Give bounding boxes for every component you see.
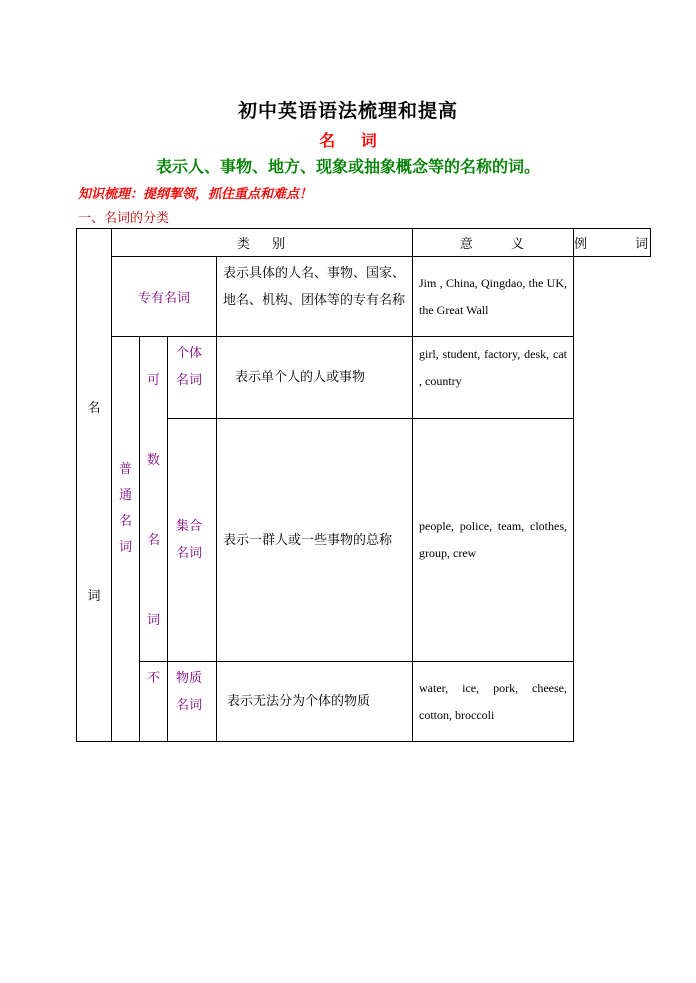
proper-noun-examples: Jim , China, Qingdao, the UK, the Great Wall [413, 257, 574, 337]
outer-label-top: 名 [87, 401, 101, 416]
proper-noun-label: 专有名词 [112, 257, 217, 337]
uncountable-label: 不 [146, 671, 160, 686]
noun-classification-table [76, 228, 651, 742]
header-category: 类 别 [112, 229, 413, 257]
proper-noun-meaning: 表示具体的人名、事物、国家、地名、机构、团体等的专有名称 [217, 257, 413, 337]
header-meaning: 意 义 [413, 229, 574, 257]
header-examples: 例 词 [574, 229, 651, 257]
collective-noun-examples: people, police, team, clothes, group, crew [413, 419, 574, 662]
collective-noun-label: 集合名词 [168, 419, 217, 662]
individual-noun-meaning-text: 表示单个人的人或事物 [235, 370, 366, 385]
material-noun-examples: water, ice, pork, cheese, cotton, broccoli [413, 662, 574, 742]
individual-noun-examples: girl, student, factory, desk, cat , country [413, 337, 574, 419]
common-noun-label: 普通名词 [118, 462, 132, 555]
material-noun-meaning [217, 662, 413, 742]
material-noun-label: 物质名词 [168, 662, 217, 742]
individual-noun-label: 个体名词 [168, 337, 217, 419]
section-heading: 一、名词的分类 [78, 211, 170, 226]
common-noun-label-cell [112, 337, 140, 742]
document-subtitle: 名 词 [319, 131, 377, 150]
countable-label: 可数名词 [146, 373, 160, 628]
outer-label-bottom: 词 [87, 589, 101, 604]
material-noun-meaning-text: 表示无法分为个体的物质 [227, 694, 371, 709]
definition-text: 表示人、事物、地方、现象或抽象概念等的名称的词。 [155, 157, 540, 176]
individual-noun-meaning [217, 337, 413, 419]
uncountable-label-cell [140, 662, 168, 742]
document-title: 初中英语语法梳理和提高 [237, 100, 458, 122]
collective-noun-meaning: 表示一群人或一些事物的总称 [217, 419, 413, 662]
countable-label-cell [140, 337, 168, 662]
tips-text: 知识梳理：提纲挈领，抓住重点和难点！ [78, 187, 313, 202]
outer-label-cell [77, 229, 112, 742]
